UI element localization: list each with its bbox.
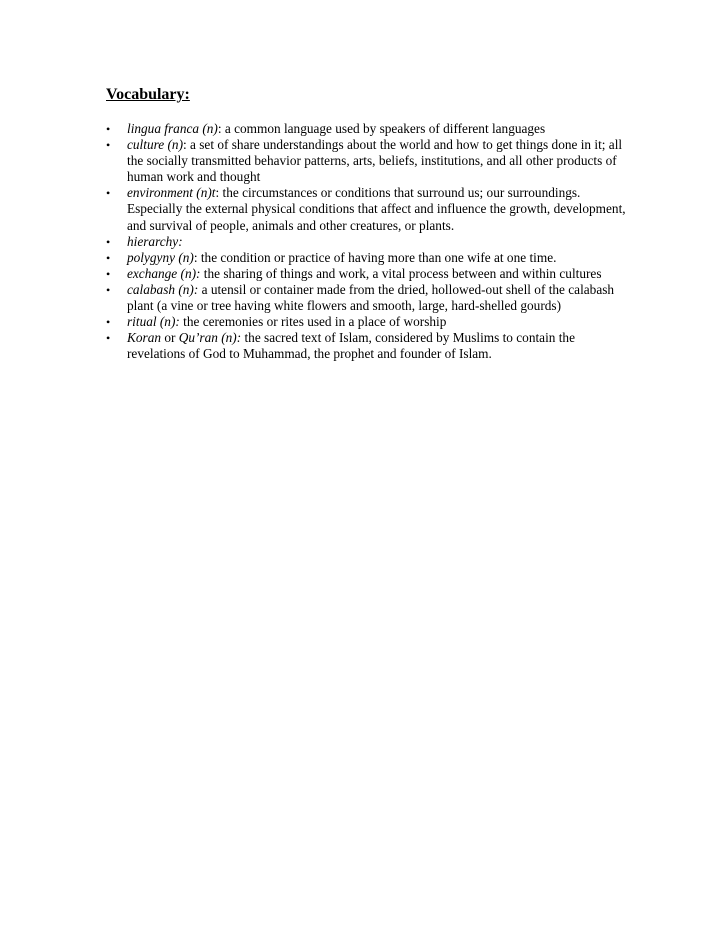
- vocabulary-definition: the sacred text of Islam, considered by Muslims to contain the revelations of God to Muhammad, the prophet and founder of Islam.: [127, 330, 575, 362]
- vocabulary-term: Koran: [127, 330, 161, 346]
- vocabulary-item: [106, 185, 626, 233]
- bullet-icon: •: [106, 266, 111, 281]
- vocabulary-item: [106, 266, 626, 282]
- vocabulary-item: [106, 250, 626, 266]
- vocabulary-item: [106, 137, 626, 185]
- vocabulary-definition: : the circumstances or conditions that surround us; our surroundings. Especially the external physical conditions that affect and influence the growth, development, and survival of people, animals and other creatures, or plants.: [127, 185, 626, 233]
- vocabulary-definition: a utensil or container made from the dried, hollowed-out shell of the calabash plant (a vine or tree having white flowers and smooth, large, hard-shelled gourds): [127, 281, 615, 314]
- vocabulary-list: [106, 121, 626, 362]
- vocabulary-item: [106, 121, 626, 137]
- vocabulary-term: lingua franca (n): [127, 121, 218, 136]
- vocabulary-term: polygyny (n): [127, 249, 194, 265]
- vocabulary-term: culture (n): [127, 137, 183, 153]
- vocabulary-term: Qu’ran (n):: [178, 330, 242, 346]
- vocabulary-item: [106, 282, 626, 314]
- vocabulary-term: hierarchy:: [127, 233, 183, 249]
- bullet-icon: •: [106, 315, 111, 330]
- bullet-icon: •: [106, 331, 111, 346]
- bullet-icon: •: [106, 122, 111, 136]
- bullet-icon: •: [106, 250, 111, 265]
- vocabulary-term: calabash (n):: [127, 281, 199, 297]
- vocabulary-term: exchange (n):: [127, 265, 201, 281]
- vocabulary-definition: the sharing of things and work, a vital process between and within cultures: [200, 265, 602, 281]
- vocabulary-item: [106, 314, 626, 330]
- vocabulary-item: [106, 330, 626, 362]
- vocabulary-item: [106, 234, 626, 250]
- bullet-icon: •: [106, 138, 111, 153]
- vocabulary-definition: : a common language used by speakers of different languages: [217, 121, 546, 136]
- vocabulary-definition: the ceremonies or rites used in a place of worship: [179, 314, 447, 330]
- vocabulary-term: ritual (n):: [127, 314, 180, 330]
- bullet-icon: •: [106, 234, 111, 249]
- bullet-icon: •: [106, 186, 111, 201]
- vocabulary-definition: : a set of share understandings about the world and how to get things done in it; all the socially transmitted behavior patterns, arts, beliefs, institutions, and all other products of human work and thought: [127, 137, 623, 185]
- page-title: Vocabulary:: [106, 86, 190, 103]
- vocabulary-term: environment (n)t: [127, 185, 216, 201]
- vocabulary-definition: or: [161, 330, 179, 346]
- vocabulary-definition: : the condition or practice of having more than one wife at one time.: [193, 249, 557, 265]
- bullet-icon: •: [106, 282, 111, 297]
